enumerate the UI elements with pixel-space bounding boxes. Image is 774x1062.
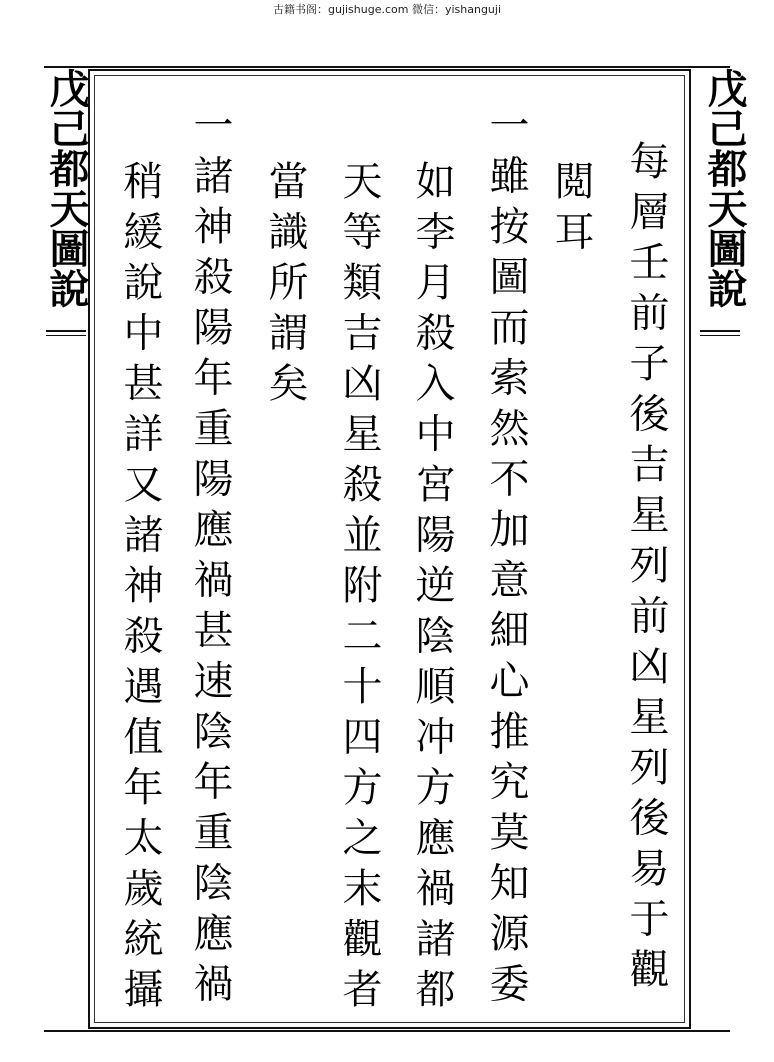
text-column-1: 每層壬前子後吉星列前凶星列後易于觀 (623, 140, 669, 999)
side-title-right-rule-2 (700, 335, 740, 336)
side-title-right: 戊己都天圖說 (701, 68, 748, 308)
text-column-4: 如李月殺入中宮陽逆陰順冲方應禍諸都 (409, 160, 455, 1019)
text-column-2: 閲耳 (548, 160, 594, 261)
text-column-6: 當識所謂矣 (262, 160, 308, 413)
side-title-left-rule-2 (46, 335, 86, 336)
watermark-header: 古籍书阁：gujishuge.com 微信：yishanguji (272, 3, 502, 16)
text-column-7: 一諸神殺陽年重陽應禍甚速陰年重陰應禍 (187, 104, 233, 1013)
bottom-rule (44, 1030, 730, 1032)
side-title-left-rule (46, 330, 86, 332)
text-column-5: 天等類吉凶星殺並附二十四方之末觀者 (336, 160, 382, 1019)
text-column-3: 一雖按圖而索然不加意細心推究莫知源委 (483, 104, 529, 1013)
top-rule (44, 66, 730, 68)
text-column-8: 稍緩說中甚詳又諸神殺遇值年太歲統攝 (117, 160, 163, 1019)
side-title-right-rule (700, 330, 740, 332)
side-title-left: 戊己都天圖說 (43, 68, 90, 308)
